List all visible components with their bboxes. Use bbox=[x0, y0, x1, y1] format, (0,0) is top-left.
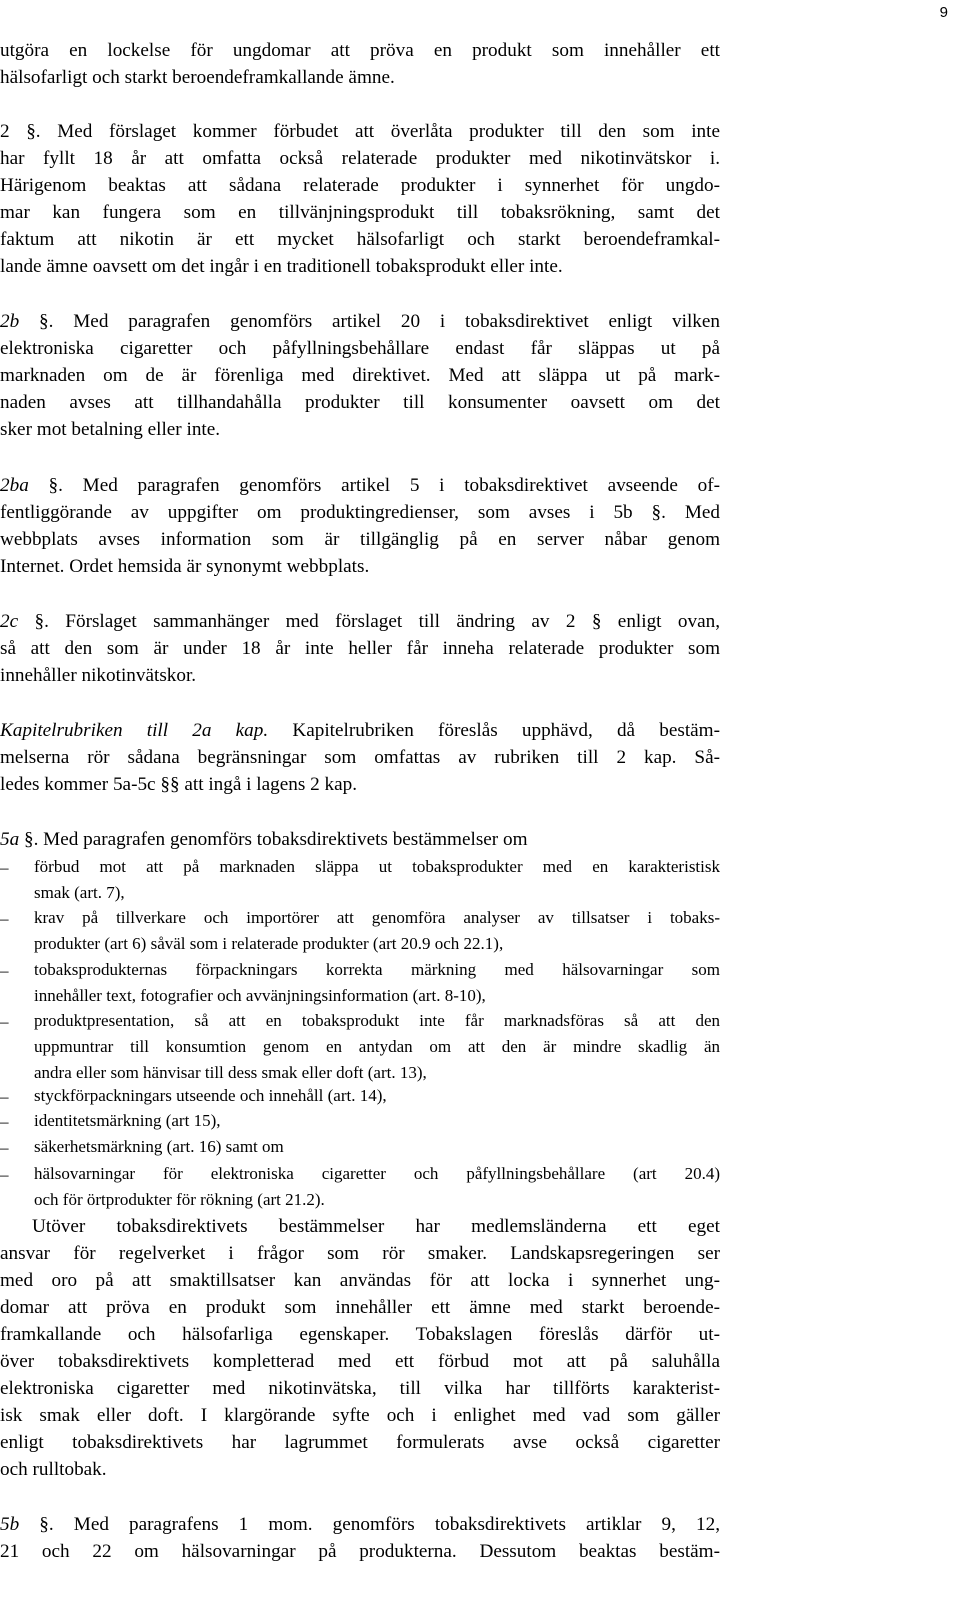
list-item-line: identitetsmärkning (art 15), bbox=[34, 1111, 221, 1130]
text-line: 5a §. Med paragrafen genomförs tobaksdirektivets bestämmelser om bbox=[0, 829, 528, 850]
list-item-line: förbud mot att på marknaden släppa ut tobaksprodukter med en karakteristisk bbox=[34, 857, 720, 876]
text-line: 2ba §. Med paragrafen genomförs artikel 5 i tobaksdirektivet avseende of- bbox=[0, 475, 720, 496]
text-line: med oro på att smaktillsatser kan användas för att locka i synnerhet ung- bbox=[0, 1270, 720, 1291]
list-item-line: produkter (art 6) såväl som i relaterade produkter (art 20.9 och 22.1), bbox=[34, 934, 504, 953]
text-line: Internet. Ordet hemsida är synonymt webbplats. bbox=[0, 556, 370, 577]
text-line: så att den som är under 18 år inte heller får inneha relaterade produkter som bbox=[0, 638, 720, 659]
dash-bullet: – bbox=[0, 961, 9, 980]
list-item-line: uppmuntrar till konsumtion genom en antydan om att den är mindre skadlig än bbox=[34, 1037, 720, 1056]
text-line: har fyllt 18 år att omfatta också relaterade produkter med nikotinvätskor i. bbox=[0, 148, 720, 169]
text-line: domar att pröva en produkt som innehåller ett ämne med starkt beroende- bbox=[0, 1297, 720, 1318]
text-line: faktum att nikotin är ett mycket hälsofarligt och starkt beroendeframkal- bbox=[0, 229, 720, 250]
list-item-line: hälsovarningar för elektroniska cigaretter och påfyllningsbehållare (art 20.4) bbox=[34, 1164, 720, 1183]
list-item-line: produktpresentation, så att en tobaksprodukt inte får marknadsföras så att den bbox=[34, 1011, 720, 1030]
text-line: isk smak eller doft. I klargörande syfte och i enlighet med vad som gäller bbox=[0, 1405, 720, 1426]
text-line: naden avses att tillhandahålla produkter till konsumenter oavsett om det bbox=[0, 392, 720, 413]
text-line: sker mot betalning eller inte. bbox=[0, 419, 221, 440]
text-line: 2 §. Med förslaget kommer förbudet att överlåta produkter till den som inte bbox=[0, 121, 720, 142]
text-line: utgöra en lockelse för ungdomar att pröva en produkt som innehåller ett bbox=[0, 40, 720, 61]
text-line: hälsofarligt och starkt beroendeframkallande ämne. bbox=[0, 67, 395, 88]
text-line: marknaden om de är förenliga med direktivet. Med att släppa ut på mark- bbox=[0, 365, 720, 386]
text-line: enligt tobaksdirektivets har lagrummet formulerats avse också cigaretter bbox=[0, 1432, 720, 1453]
dash-bullet: – bbox=[0, 1138, 9, 1157]
list-item-line: krav på tillverkare och importörer att genomföra analyser av tillsatser i tobaks- bbox=[34, 908, 720, 927]
dash-bullet: – bbox=[0, 909, 9, 928]
text-line: 2c §. Förslaget sammanhänger med förslaget till ändring av 2 § enligt ovan, bbox=[0, 611, 720, 632]
text-line: fentliggörande av uppgifter om produktingredienser, som avses i 5b §. Med bbox=[0, 502, 720, 523]
list-item-line: smak (art. 7), bbox=[34, 883, 125, 902]
text-line: innehåller nikotinvätskor. bbox=[0, 665, 197, 686]
text-line: mar kan fungera som en tillvänjningsprodukt till tobaksrökning, samt det bbox=[0, 202, 720, 223]
dash-bullet: – bbox=[0, 858, 9, 877]
text-line: elektroniska cigaretter med nikotinvätska, till vilka har tillförts karakterist- bbox=[0, 1378, 720, 1399]
list-item-line: säkerhetsmärkning (art. 16) samt om bbox=[34, 1137, 284, 1156]
text-line: ledes kommer 5a-5c §§ att ingå i lagens 2 kap. bbox=[0, 774, 357, 795]
dash-bullet: – bbox=[0, 1165, 9, 1184]
dash-bullet: – bbox=[0, 1012, 9, 1031]
list-item-line: styckförpackningars utseende och innehåll (art. 14), bbox=[34, 1086, 387, 1105]
text-line: 5b §. Med paragrafens 1 mom. genomförs tobaksdirektivets artiklar 9, 12, bbox=[0, 1514, 720, 1535]
dash-bullet: – bbox=[0, 1112, 9, 1131]
page-number: 9 bbox=[939, 4, 948, 21]
list-item-line: andra eller som hänvisar till dess smak eller doft (art. 13), bbox=[34, 1063, 427, 1082]
text-line: Härigenom beaktas att sådana relaterade produkter i synnerhet för ungdo- bbox=[0, 175, 720, 196]
list-item-line: tobaksprodukternas förpackningars korrekta märkning med hälsovarningar som bbox=[34, 960, 720, 979]
text-line: och rulltobak. bbox=[0, 1459, 107, 1480]
dash-bullet: – bbox=[0, 1087, 9, 1106]
list-item-line: och för örtprodukter för rökning (art 21.2). bbox=[34, 1190, 325, 1209]
text-line: elektroniska cigaretter och påfyllningsbehållare endast får släppas ut på bbox=[0, 338, 720, 359]
text-line: 21 och 22 om hälsovarningar på produkterna. Dessutom beaktas bestäm- bbox=[0, 1541, 720, 1562]
text-line: Kapitelrubriken till 2a kap. Kapitelrubriken föreslås upphävd, då bestäm- bbox=[0, 720, 721, 741]
text-line: framkallande och hälsofarliga egenskaper. Tobakslagen föreslås därför ut- bbox=[0, 1324, 720, 1345]
list-item-line: innehåller text, fotografier och avvänjningsinformation (art. 8-10), bbox=[34, 986, 486, 1005]
text-line: 2b §. Med paragrafen genomförs artikel 20 i tobaksdirektivet enligt vilken bbox=[0, 311, 720, 332]
text-line: ansvar för regelverket i frågor som rör smaker. Landskapsregeringen ser bbox=[0, 1243, 720, 1264]
text-line: över tobaksdirektivets kompletterad med ett förbud mot att på saluhålla bbox=[0, 1351, 720, 1372]
text-line: melserna rör sådana begränsningar som omfattas av rubriken till 2 kap. Så- bbox=[0, 747, 720, 768]
text-line: Utöver tobaksdirektivets bestämmelser har medlemsländerna ett eget bbox=[32, 1216, 720, 1237]
text-line: lande ämne oavsett om det ingår i en traditionell tobaksprodukt eller inte. bbox=[0, 256, 563, 277]
text-line: webbplats avses information som är tillgänglig på en server nåbar genom bbox=[0, 529, 720, 550]
